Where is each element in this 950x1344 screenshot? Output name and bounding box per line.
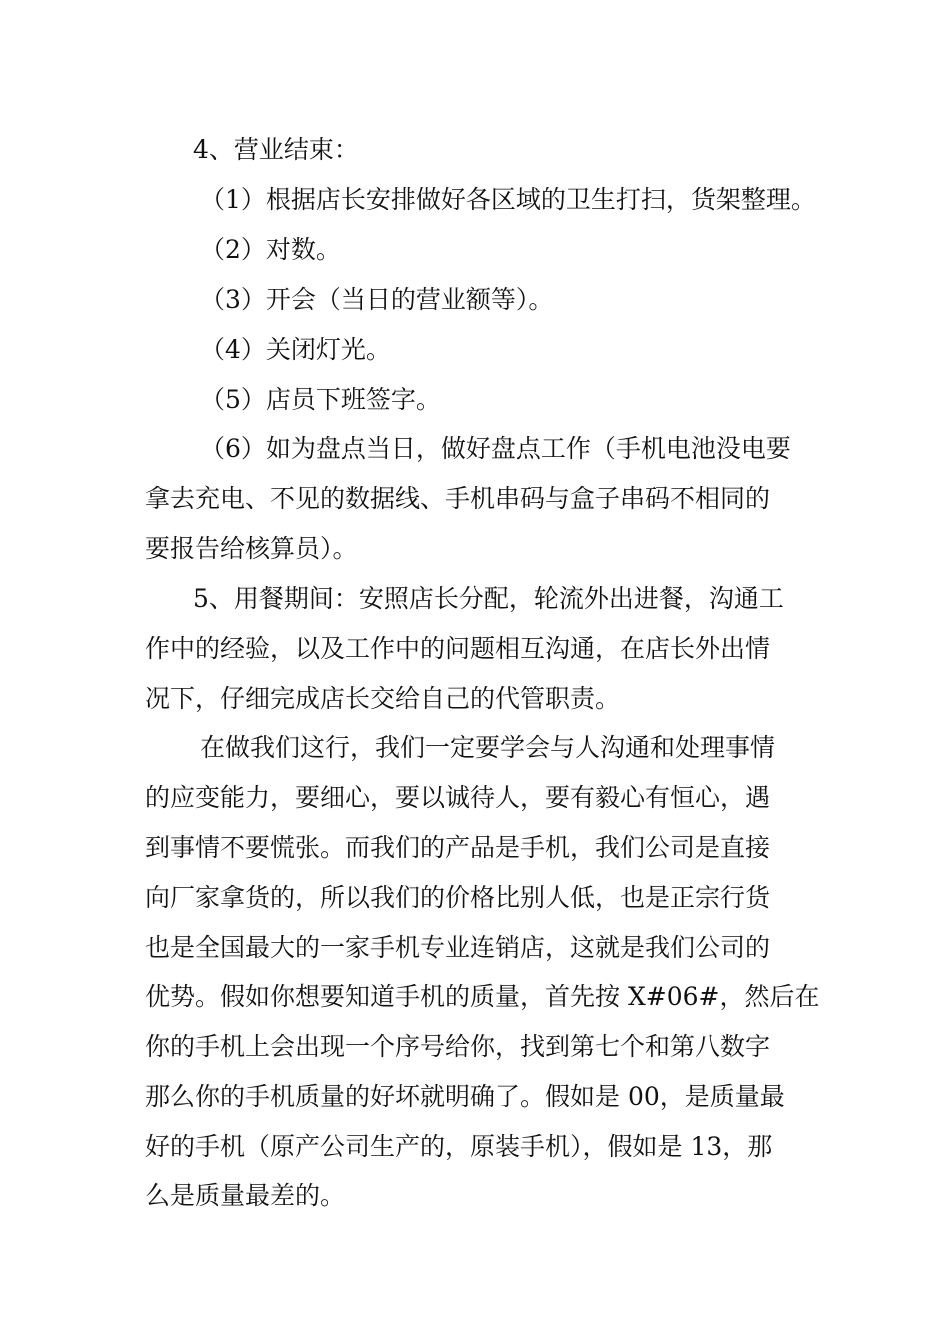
closing-item-6-line-2: 拿去充电、不见的数据线、手机串码与盒子串码不相同的: [145, 484, 771, 513]
summary-paragraph-line-6: 优势。假如你想要知道手机的质量，首先按 X#06#，然后在: [145, 982, 820, 1011]
summary-paragraph-line-2: 的应变能力，要细心，要以诚待人，要有毅心有恒心，遇: [145, 783, 771, 812]
summary-paragraph-line-7: 你的手机上会出现一个序号给你，找到第七个和第八数字: [145, 1032, 771, 1061]
closing-item-6-line-3: 要报告给核算员）。: [145, 534, 358, 563]
summary-paragraph-line-3: 到事情不要慌张。而我们的产品是手机，我们公司是直接: [145, 833, 771, 862]
closing-item-1: （1）根据店长安排做好各区域的卫生打扫，货架整理。: [200, 185, 816, 214]
closing-item-5: （5）店员下班签字。: [200, 385, 441, 414]
summary-paragraph-line-4: 向厂家拿货的，所以我们的价格比别人低，也是正宗行货: [145, 883, 771, 912]
meal-paragraph-line-3: 况下，仔细完成店长交给自己的代管职责。: [145, 684, 621, 713]
closing-item-2: （2）对数。: [200, 235, 341, 264]
summary-paragraph-line-10: 么是质量最差的。: [145, 1181, 346, 1210]
section-heading-closing: 4、营业结束：: [193, 135, 359, 164]
closing-item-4: （4）关闭灯光。: [200, 335, 391, 364]
closing-item-6-line-1: （6）如为盘点当日，做好盘点工作（手机电池没电要: [200, 434, 791, 463]
summary-paragraph-line-8: 那么你的手机质量的好坏就明确了。假如是 00，是质量最: [145, 1082, 785, 1111]
summary-paragraph-line-9: 好的手机（原产公司生产的，原装手机），假如是 13，那: [145, 1132, 773, 1161]
summary-paragraph-line-5: 也是全国最大的一家手机专业连销店，这就是我们公司的: [145, 933, 771, 962]
summary-paragraph-line-1: 在做我们这行，我们一定要学会与人沟通和处理事情: [200, 733, 776, 762]
meal-paragraph-line-2: 作中的经验，以及工作中的问题相互沟通，在店长外出情: [145, 634, 771, 663]
meal-paragraph-line-1: 5、用餐期间：安照店长分配，轮流外出进餐，沟通工: [193, 584, 784, 613]
closing-item-3: （3）开会（当日的营业额等）。: [200, 285, 554, 314]
